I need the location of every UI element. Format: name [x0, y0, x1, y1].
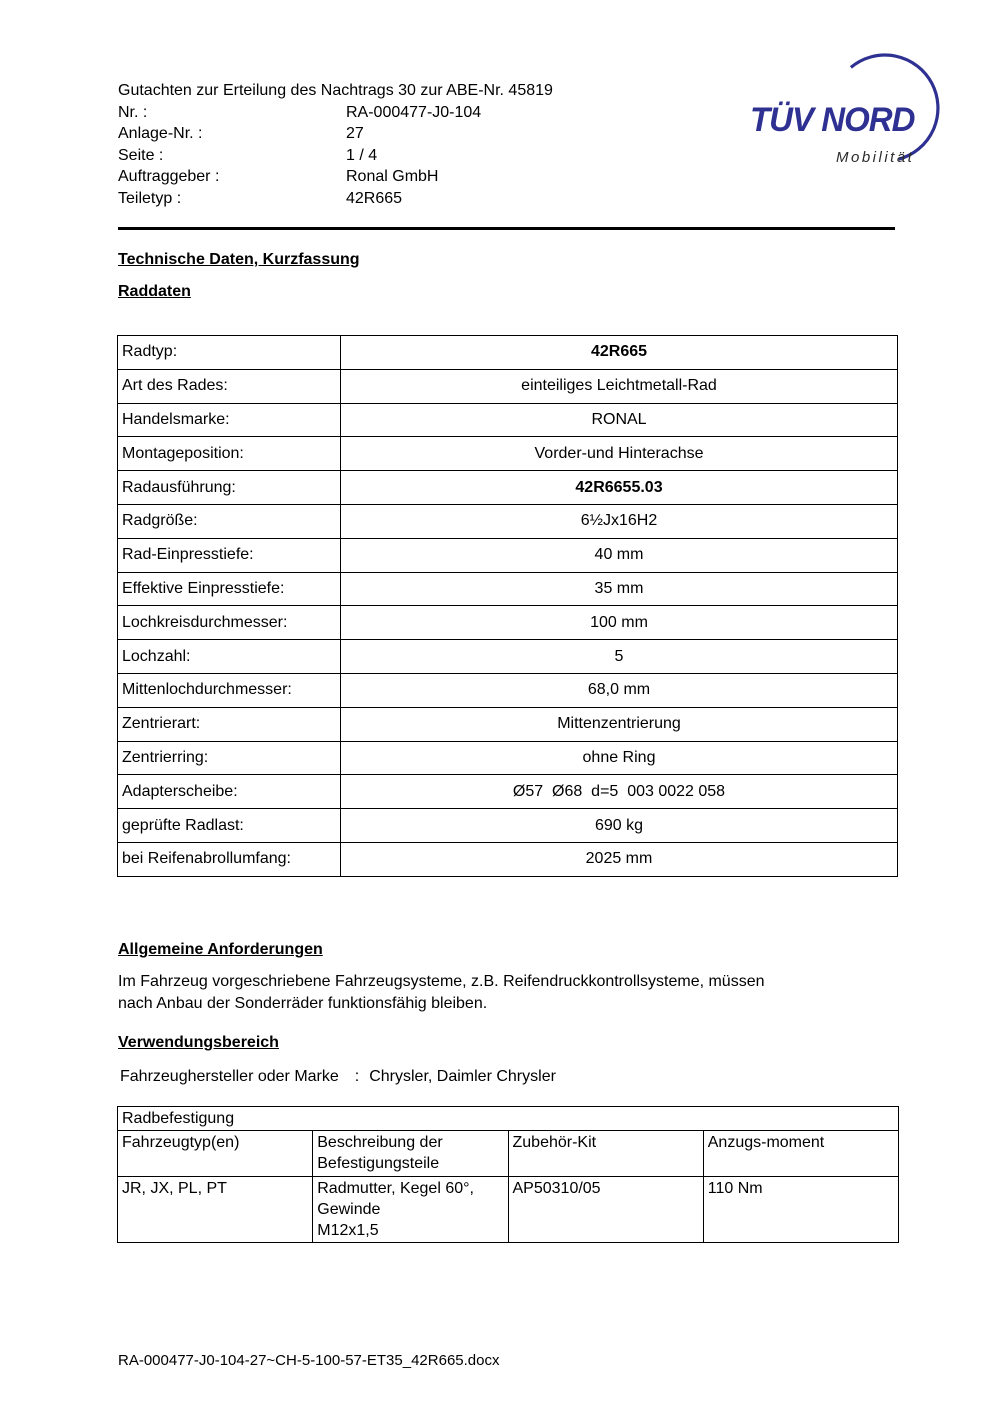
- table-row: [118, 741, 898, 775]
- table-row: [118, 504, 898, 538]
- doc-title: Gutachten zur Erteilung des Nachtrags 30 zur ABE-Nr. 45819: [118, 82, 553, 99]
- cell-fahrzeugtyp: JR, JX, PL, PT: [118, 1177, 313, 1243]
- header-divider: [118, 227, 895, 230]
- section-heading-technische-daten: Technische Daten, Kurzfassung: [118, 251, 360, 268]
- row-label: Art des Rades:: [118, 369, 341, 403]
- section-heading-raddaten: Raddaten: [118, 283, 191, 300]
- row-label: bei Reifenabrollumfang:: [118, 842, 341, 876]
- fahrzeughersteller-label: Fahrzeughersteller oder Marke: [120, 1068, 339, 1085]
- row-label: Radausführung:: [118, 471, 341, 505]
- radbefestigung-data-row: [118, 1177, 899, 1243]
- header-field-label: Anlage-Nr. :: [118, 125, 203, 142]
- header-field-label: Seite :: [118, 146, 164, 164]
- table-row: [118, 809, 898, 843]
- table-row: [118, 336, 898, 370]
- row-value: 42R6655.03: [341, 471, 898, 505]
- column-header-anzugsmoment: Anzugs-moment: [703, 1131, 898, 1177]
- header-field-row: [118, 145, 738, 167]
- header-field-label: Auftraggeber :: [118, 168, 220, 185]
- table-row: [118, 369, 898, 403]
- column-header-beschreibung: Beschreibung der Befestigungsteile: [313, 1131, 508, 1177]
- row-value: 42R665: [341, 336, 898, 370]
- header-field-value: Ronal GmbH: [346, 168, 439, 185]
- row-value: ohne Ring: [341, 741, 898, 775]
- row-label: Montageposition:: [118, 437, 341, 471]
- cell-beschreibung: Radmutter, Kegel 60°, Gewinde M12x1,5: [313, 1177, 508, 1243]
- table-row: [118, 437, 898, 471]
- fahrzeughersteller-separator: :: [354, 1068, 360, 1085]
- column-header-fahrzeugtyp: Fahrzeugtyp(en): [118, 1131, 313, 1177]
- row-label: Radtyp:: [118, 336, 341, 370]
- table-row: [118, 403, 898, 437]
- table-row: [118, 538, 898, 572]
- row-value: Ø57 Ø68 d=5 003 0022 058: [341, 775, 898, 809]
- row-value: 6½Jx16H2: [341, 504, 898, 538]
- row-label: Adapterscheibe:: [118, 775, 341, 809]
- row-label: Lochzahl:: [118, 640, 341, 674]
- table-row: [118, 471, 898, 505]
- section-heading-verwendungsbereich: Verwendungsbereich: [118, 1034, 279, 1051]
- table-row: [118, 606, 898, 640]
- row-label: geprüfte Radlast:: [118, 809, 341, 843]
- row-value: 5: [341, 640, 898, 674]
- row-label: Rad-Einpresstiefe:: [118, 538, 341, 572]
- tuv-nord-logo: [740, 45, 955, 177]
- fahrzeughersteller-line: [120, 1068, 556, 1086]
- table-row: [118, 572, 898, 606]
- header-field-value: 27: [346, 125, 364, 142]
- fahrzeughersteller-value: Chrysler, Daimler Chrysler: [369, 1068, 556, 1085]
- allgemeine-paragraph: Im Fahrzeug vorgeschriebene Fahrzeugsysteme, z.B. Reifendruckkontrollsysteme, müssen nach Anbau der Sonderräder funktionsfähig bleiben.: [118, 973, 765, 1012]
- raddaten-table: [117, 335, 898, 877]
- footer-filename: RA-000477-J0-104-27~CH-5-100-57-ET35_42R665.docx: [118, 1352, 500, 1369]
- row-value: 35 mm: [341, 572, 898, 606]
- header-field-label: Teiletyp :: [118, 189, 182, 207]
- row-value: 690 kg: [341, 809, 898, 843]
- header-field-row: [118, 102, 738, 124]
- radbefestigung-table: [117, 1106, 899, 1243]
- row-label: Radgröße:: [118, 504, 341, 538]
- header-field-row: [118, 166, 738, 188]
- header-block: [118, 80, 738, 209]
- row-label: Lochkreisdurchmesser:: [118, 606, 341, 640]
- table-row: [118, 775, 898, 809]
- header-field-value: 1 / 4: [346, 146, 378, 164]
- row-value: Mittenzentrierung: [341, 707, 898, 741]
- table-row: [118, 673, 898, 707]
- column-header-zubehoer-kit: Zubehör-Kit: [508, 1131, 703, 1177]
- row-value: einteiliges Leichtmetall-Rad: [341, 369, 898, 403]
- row-label: Handelsmarke:: [118, 403, 341, 437]
- radbefestigung-header-row: [118, 1131, 899, 1177]
- header-field-row: [118, 123, 738, 145]
- row-value: RONAL: [341, 403, 898, 437]
- row-label: Effektive Einpresstiefe:: [118, 572, 341, 606]
- header-field-row: [118, 188, 738, 210]
- table-row: [118, 842, 898, 876]
- row-label: Mittenlochdurchmesser:: [118, 673, 341, 707]
- radbefestigung-title: Radbefestigung: [118, 1107, 899, 1131]
- header-field-label: Nr. :: [118, 103, 148, 121]
- logo-tagline: Mobilität: [836, 149, 915, 166]
- row-value: 2025 mm: [341, 842, 898, 876]
- logo-brand-text: TÜV NORD: [750, 101, 915, 139]
- row-value: 40 mm: [341, 538, 898, 572]
- cell-zubehoer-kit: AP50310/05: [508, 1177, 703, 1243]
- table-row: [118, 707, 898, 741]
- row-value: Vorder-und Hinterachse: [341, 437, 898, 471]
- row-label: Zentrierring:: [118, 741, 341, 775]
- table-row: [118, 640, 898, 674]
- radbefestigung-title-row: [118, 1107, 899, 1131]
- section-heading-allgemeine-anforderungen: Allgemeine Anforderungen: [118, 941, 323, 958]
- row-value: 100 mm: [341, 606, 898, 640]
- header-field-value: RA-000477-J0-104: [346, 103, 482, 121]
- row-value: 68,0 mm: [341, 673, 898, 707]
- cell-anzugsmoment: 110 Nm: [703, 1177, 898, 1243]
- header-field-value: 42R665: [346, 189, 403, 207]
- row-label: Zentrierart:: [118, 707, 341, 741]
